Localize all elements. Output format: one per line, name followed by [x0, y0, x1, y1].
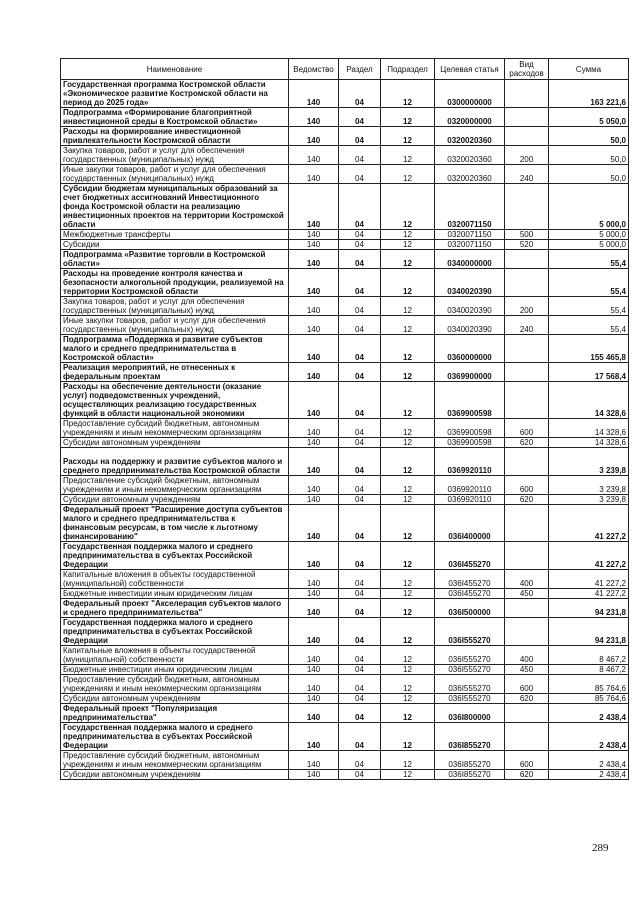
cell-expense [505, 448, 549, 476]
cell-subsection: 12 [381, 363, 435, 382]
cell-subsection: 12 [381, 335, 435, 363]
cell-sum: 14 328,6 [549, 419, 629, 438]
budget-document [60, 58, 628, 780]
cell-sum: 55,4 [549, 316, 629, 335]
cell-expense: 520 [505, 240, 549, 250]
table-row [61, 476, 629, 495]
budget-table [60, 58, 629, 780]
table-row [61, 542, 629, 570]
cell-name: Предоставление субсидий бюджетным, автономным учреждениям и иным некоммерческим организациям [61, 675, 289, 694]
cell-name: Расходы на формирование инвестиционной привлекательности Костромской области [61, 127, 289, 146]
cell-expense: 240 [505, 165, 549, 184]
cell-section: 04 [339, 127, 381, 146]
table-row [61, 316, 629, 335]
table-row [61, 694, 629, 704]
cell-expense [505, 704, 549, 723]
header-expense: Вид расходов [505, 59, 549, 80]
cell-target: 0300000000 [435, 80, 505, 108]
cell-subsection: 12 [381, 505, 435, 542]
cell-dept: 140 [289, 165, 339, 184]
cell-section: 04 [339, 751, 381, 770]
cell-target: 036I555270 [435, 665, 505, 675]
cell-target: 0369920110 [435, 476, 505, 495]
cell-dept: 140 [289, 184, 339, 230]
cell-sum: 94 231,8 [549, 599, 629, 618]
header-name: Наименование [61, 59, 289, 80]
table-row [61, 751, 629, 770]
cell-section: 04 [339, 240, 381, 250]
cell-dept: 140 [289, 80, 339, 108]
cell-sum: 5 000,0 [549, 240, 629, 250]
cell-name: Государственная поддержка малого и среднего предпринимательства в субъектах Российской Федерации [61, 723, 289, 751]
table-row [61, 646, 629, 665]
cell-subsection: 12 [381, 723, 435, 751]
cell-section: 04 [339, 505, 381, 542]
cell-dept: 140 [289, 570, 339, 589]
cell-expense: 400 [505, 570, 549, 589]
cell-sum: 55,4 [549, 297, 629, 316]
cell-dept: 140 [289, 495, 339, 505]
cell-expense: 620 [505, 694, 549, 704]
cell-subsection: 12 [381, 589, 435, 599]
cell-name: Субсидии [61, 240, 289, 250]
cell-expense: 600 [505, 476, 549, 495]
cell-subsection: 12 [381, 297, 435, 316]
cell-sum: 85 764,6 [549, 694, 629, 704]
cell-section: 04 [339, 723, 381, 751]
cell-dept: 140 [289, 250, 339, 269]
cell-target: 0320071150 [435, 240, 505, 250]
cell-expense [505, 335, 549, 363]
cell-expense: 620 [505, 495, 549, 505]
cell-section: 04 [339, 495, 381, 505]
cell-dept: 140 [289, 448, 339, 476]
cell-subsection: 12 [381, 618, 435, 646]
cell-dept: 140 [289, 240, 339, 250]
cell-name: Подпрограмма «Развитие торговли в Костромской области» [61, 250, 289, 269]
cell-subsection: 12 [381, 751, 435, 770]
cell-subsection: 12 [381, 542, 435, 570]
table-row [61, 269, 629, 297]
cell-subsection: 12 [381, 382, 435, 419]
cell-section: 04 [339, 542, 381, 570]
cell-expense [505, 382, 549, 419]
cell-section: 04 [339, 570, 381, 589]
cell-dept: 140 [289, 419, 339, 438]
cell-expense [505, 250, 549, 269]
table-row [61, 165, 629, 184]
table-row [61, 618, 629, 646]
cell-target: 036I455270 [435, 589, 505, 599]
cell-dept: 140 [289, 297, 339, 316]
cell-expense: 500 [505, 230, 549, 240]
cell-subsection: 12 [381, 165, 435, 184]
cell-subsection: 12 [381, 108, 435, 127]
table-row [61, 448, 629, 476]
cell-name: Предоставление субсидий бюджетным, автономным учреждениям и иным некоммерческим организациям [61, 419, 289, 438]
cell-subsection: 12 [381, 675, 435, 694]
table-row [61, 363, 629, 382]
cell-sum: 50,0 [549, 165, 629, 184]
cell-name: Предоставление субсидий бюджетным, автономным учреждениям и иным некоммерческим организациям [61, 751, 289, 770]
cell-subsection: 12 [381, 316, 435, 335]
table-row [61, 230, 629, 240]
table-row [61, 770, 629, 780]
cell-target: 0360000000 [435, 335, 505, 363]
cell-subsection: 12 [381, 448, 435, 476]
cell-target: 0320020360 [435, 127, 505, 146]
cell-dept: 140 [289, 438, 339, 448]
cell-sum: 55,4 [549, 269, 629, 297]
cell-name: Федеральный проект "Расширение доступа субъектов малого и среднего предпринимательства к финансовым ресурсам, в том числе к льготному финансированию" [61, 505, 289, 542]
cell-name: Субсидии автономным учреждениям [61, 694, 289, 704]
cell-dept: 140 [289, 723, 339, 751]
cell-name: Подпрограмма «Поддержка и развитие субъектов малого и среднего предпринимательства в Костромской области» [61, 335, 289, 363]
cell-name: Межбюджетные трансферты [61, 230, 289, 240]
cell-subsection: 12 [381, 694, 435, 704]
cell-target: 0369900598 [435, 382, 505, 419]
cell-name: Федеральный проект "Популяризация предпринимательства" [61, 704, 289, 723]
header-target: Целевая статья [435, 59, 505, 80]
table-row [61, 723, 629, 751]
cell-target: 036I855270 [435, 770, 505, 780]
cell-expense: 450 [505, 589, 549, 599]
cell-sum: 41 227,2 [549, 589, 629, 599]
cell-dept: 140 [289, 542, 339, 570]
cell-sum: 94 231,8 [549, 618, 629, 646]
header-sum: Сумма [549, 59, 629, 80]
cell-subsection: 12 [381, 80, 435, 108]
cell-section: 04 [339, 476, 381, 495]
cell-target: 0320000000 [435, 108, 505, 127]
cell-target: 0320071150 [435, 230, 505, 240]
table-row [61, 297, 629, 316]
cell-subsection: 12 [381, 146, 435, 165]
table-row [61, 127, 629, 146]
table-row [61, 335, 629, 363]
cell-subsection: 12 [381, 269, 435, 297]
table-body [61, 80, 629, 780]
cell-dept: 140 [289, 230, 339, 240]
cell-expense: 600 [505, 419, 549, 438]
cell-dept: 140 [289, 589, 339, 599]
cell-dept: 140 [289, 646, 339, 665]
cell-sum: 8 467,2 [549, 646, 629, 665]
table-row [61, 675, 629, 694]
cell-expense: 200 [505, 146, 549, 165]
table-row [61, 184, 629, 230]
cell-section: 04 [339, 419, 381, 438]
cell-section: 04 [339, 618, 381, 646]
cell-sum: 2 438,4 [549, 770, 629, 780]
cell-section: 04 [339, 448, 381, 476]
cell-subsection: 12 [381, 184, 435, 230]
cell-section: 04 [339, 184, 381, 230]
cell-target: 0369920110 [435, 495, 505, 505]
cell-section: 04 [339, 165, 381, 184]
cell-dept: 140 [289, 618, 339, 646]
cell-target: 036I455270 [435, 542, 505, 570]
cell-name: Субсидии бюджетам муниципальных образований за счет бюджетных ассигнований Инвестиционного фонда Костромской области на реализацию инвестиционных проектов на территории Костромской области [61, 184, 289, 230]
table-row [61, 438, 629, 448]
cell-subsection: 12 [381, 230, 435, 240]
cell-subsection: 12 [381, 250, 435, 269]
cell-target: 0369920110 [435, 448, 505, 476]
cell-dept: 140 [289, 770, 339, 780]
cell-expense [505, 184, 549, 230]
table-row [61, 240, 629, 250]
cell-sum: 5 000,0 [549, 230, 629, 240]
cell-name: Федеральный проект "Акселерация субъектов малого и среднего предпринимательства" [61, 599, 289, 618]
cell-dept: 140 [289, 363, 339, 382]
cell-expense [505, 80, 549, 108]
cell-dept: 140 [289, 146, 339, 165]
cell-dept: 140 [289, 694, 339, 704]
cell-sum: 41 227,2 [549, 542, 629, 570]
cell-subsection: 12 [381, 240, 435, 250]
cell-sum: 14 328,6 [549, 438, 629, 448]
table-row [61, 382, 629, 419]
cell-sum: 41 227,2 [549, 505, 629, 542]
cell-subsection: 12 [381, 570, 435, 589]
cell-section: 04 [339, 335, 381, 363]
cell-section: 04 [339, 297, 381, 316]
cell-section: 04 [339, 250, 381, 269]
cell-expense [505, 363, 549, 382]
cell-subsection: 12 [381, 770, 435, 780]
cell-name: Субсидии автономным учреждениям [61, 438, 289, 448]
cell-target: 036I555270 [435, 618, 505, 646]
cell-dept: 140 [289, 675, 339, 694]
table-row [61, 505, 629, 542]
cell-dept: 140 [289, 665, 339, 675]
header-subsection: Подраздел [381, 59, 435, 80]
cell-target: 036I855270 [435, 751, 505, 770]
cell-name: Бюджетные инвестиции иным юридическим лицам [61, 589, 289, 599]
cell-target: 0320020360 [435, 146, 505, 165]
cell-target: 036I555270 [435, 694, 505, 704]
cell-section: 04 [339, 80, 381, 108]
cell-subsection: 12 [381, 495, 435, 505]
cell-sum: 5 000,0 [549, 184, 629, 230]
cell-target: 0340020390 [435, 269, 505, 297]
table-row [61, 704, 629, 723]
cell-subsection: 12 [381, 646, 435, 665]
cell-target: 036I555270 [435, 646, 505, 665]
cell-expense [505, 505, 549, 542]
cell-sum: 50,0 [549, 127, 629, 146]
cell-name: Закупка товаров, работ и услуг для обеспечения государственных (муниципальных) нужд [61, 297, 289, 316]
cell-dept: 140 [289, 335, 339, 363]
cell-dept: 140 [289, 599, 339, 618]
cell-expense [505, 127, 549, 146]
cell-sum: 3 239,8 [549, 476, 629, 495]
cell-section: 04 [339, 108, 381, 127]
cell-dept: 140 [289, 127, 339, 146]
cell-sum: 17 568,4 [549, 363, 629, 382]
cell-dept: 140 [289, 505, 339, 542]
cell-dept: 140 [289, 269, 339, 297]
cell-expense [505, 269, 549, 297]
cell-section: 04 [339, 665, 381, 675]
cell-target: 036I500000 [435, 599, 505, 618]
table-row [61, 250, 629, 269]
cell-sum: 41 227,2 [549, 570, 629, 589]
cell-sum: 5 050,0 [549, 108, 629, 127]
cell-target: 0369900598 [435, 419, 505, 438]
cell-section: 04 [339, 646, 381, 665]
cell-section: 04 [339, 316, 381, 335]
table-row [61, 570, 629, 589]
cell-dept: 140 [289, 704, 339, 723]
header-section: Раздел [339, 59, 381, 80]
cell-section: 04 [339, 230, 381, 240]
cell-section: 04 [339, 363, 381, 382]
cell-section: 04 [339, 382, 381, 419]
cell-section: 04 [339, 146, 381, 165]
cell-target: 036I400000 [435, 505, 505, 542]
cell-dept: 140 [289, 316, 339, 335]
cell-expense: 600 [505, 751, 549, 770]
cell-target: 0369900598 [435, 438, 505, 448]
cell-expense [505, 542, 549, 570]
cell-subsection: 12 [381, 419, 435, 438]
cell-expense: 240 [505, 316, 549, 335]
cell-target: 036I855270 [435, 723, 505, 751]
cell-dept: 140 [289, 751, 339, 770]
cell-name: Расходы на обеспечение деятельности (оказание услуг) подведомственных учреждений, осуществляющих реализацию государственных функций в области национальной экономики [61, 382, 289, 419]
table-row [61, 108, 629, 127]
table-row [61, 80, 629, 108]
cell-sum: 163 221,6 [549, 80, 629, 108]
cell-section: 04 [339, 589, 381, 599]
cell-subsection: 12 [381, 599, 435, 618]
cell-section: 04 [339, 599, 381, 618]
cell-dept: 140 [289, 382, 339, 419]
cell-name: Государственная поддержка малого и среднего предпринимательства в субъектах Российской Федерации [61, 542, 289, 570]
cell-sum: 14 328,6 [549, 382, 629, 419]
cell-section: 04 [339, 694, 381, 704]
cell-sum: 55,4 [549, 250, 629, 269]
cell-expense [505, 618, 549, 646]
cell-sum: 3 239,8 [549, 495, 629, 505]
cell-name: Расходы на проведение контроля качества и безопасности алкогольной продукции, реализуемой на территории Костромской области [61, 269, 289, 297]
cell-target: 0340000000 [435, 250, 505, 269]
cell-sum: 155 465,8 [549, 335, 629, 363]
cell-target: 036I455270 [435, 570, 505, 589]
cell-name: Предоставление субсидий бюджетным, автономным учреждениям и иным некоммерческим организациям [61, 476, 289, 495]
cell-target: 0340020390 [435, 316, 505, 335]
cell-name: Государственная программа Костромской области «Экономическое развитие Костромской области на период до 2025 года» [61, 80, 289, 108]
cell-section: 04 [339, 675, 381, 694]
table-row [61, 495, 629, 505]
cell-sum: 8 467,2 [549, 665, 629, 675]
cell-sum: 85 764,6 [549, 675, 629, 694]
cell-name: Реализация мероприятий, не отнесенных к федеральным проектам [61, 363, 289, 382]
cell-target: 036I555270 [435, 675, 505, 694]
cell-name: Расходы на поддержку и развитие субъектов малого и среднего предпринимательства Костромской области [61, 448, 289, 476]
cell-section: 04 [339, 269, 381, 297]
cell-subsection: 12 [381, 438, 435, 448]
cell-subsection: 12 [381, 127, 435, 146]
cell-name: Бюджетные инвестиции иным юридическим лицам [61, 665, 289, 675]
cell-name: Субсидии автономным учреждениям [61, 495, 289, 505]
cell-expense: 620 [505, 438, 549, 448]
cell-target: 0320020360 [435, 165, 505, 184]
cell-expense: 450 [505, 665, 549, 675]
cell-expense [505, 108, 549, 127]
cell-target: 0320071150 [435, 184, 505, 230]
header-dept: Ведомство [289, 59, 339, 80]
cell-name: Иные закупки товаров, работ и услуг для обеспечения государственных (муниципальных) нужд [61, 316, 289, 335]
cell-target: 0340020390 [435, 297, 505, 316]
cell-expense: 600 [505, 675, 549, 694]
cell-expense: 400 [505, 646, 549, 665]
table-row [61, 146, 629, 165]
cell-subsection: 12 [381, 704, 435, 723]
table-header-row [61, 59, 629, 80]
cell-target: 0369900000 [435, 363, 505, 382]
table-row [61, 589, 629, 599]
cell-subsection: 12 [381, 665, 435, 675]
table-row [61, 419, 629, 438]
table-row [61, 599, 629, 618]
cell-section: 04 [339, 704, 381, 723]
cell-name: Закупка товаров, работ и услуг для обеспечения государственных (муниципальных) нужд [61, 146, 289, 165]
cell-target: 036I800000 [435, 704, 505, 723]
cell-sum: 50,0 [549, 146, 629, 165]
cell-expense: 620 [505, 770, 549, 780]
cell-sum: 2 438,4 [549, 704, 629, 723]
cell-dept: 140 [289, 108, 339, 127]
cell-name: Капитальные вложения в объекты государственной (муниципальной) собственности [61, 570, 289, 589]
cell-name: Подпрограмма «Формирование благоприятной инвестиционной среды в Костромской области» [61, 108, 289, 127]
cell-section: 04 [339, 438, 381, 448]
cell-dept: 140 [289, 476, 339, 495]
cell-sum: 2 438,4 [549, 723, 629, 751]
cell-expense: 200 [505, 297, 549, 316]
cell-name: Капитальные вложения в объекты государственной (муниципальной) собственности [61, 646, 289, 665]
table-row [61, 665, 629, 675]
cell-expense [505, 723, 549, 751]
cell-name: Государственная поддержка малого и среднего предпринимательства в субъектах Российской Федерации [61, 618, 289, 646]
cell-expense [505, 599, 549, 618]
cell-name: Иные закупки товаров, работ и услуг для обеспечения государственных (муниципальных) нужд [61, 165, 289, 184]
cell-name: Субсидии автономным учреждениям [61, 770, 289, 780]
cell-sum: 3 239,8 [549, 448, 629, 476]
cell-section: 04 [339, 770, 381, 780]
cell-subsection: 12 [381, 476, 435, 495]
page-number: 289 [592, 842, 609, 854]
cell-sum: 2 438,4 [549, 751, 629, 770]
